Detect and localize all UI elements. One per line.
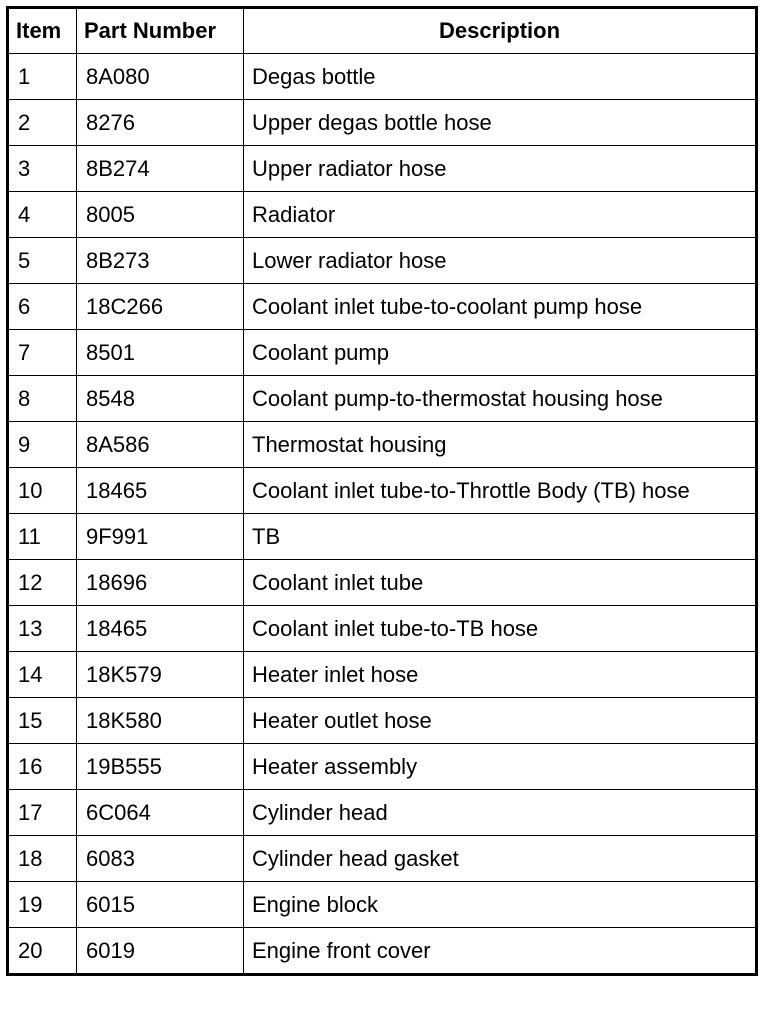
table-body xyxy=(8,54,757,975)
table-row xyxy=(8,652,757,698)
description-cell: Engine front cover xyxy=(244,928,757,975)
item-cell: 10 xyxy=(8,468,77,514)
item-cell: 17 xyxy=(8,790,77,836)
part-number-cell: 9F991 xyxy=(77,514,244,560)
part-number-cell: 8B274 xyxy=(77,146,244,192)
table-row xyxy=(8,146,757,192)
item-cell: 1 xyxy=(8,54,77,100)
table-row xyxy=(8,468,757,514)
description-column-header: Description xyxy=(244,8,757,54)
description-cell: TB xyxy=(244,514,757,560)
item-cell: 15 xyxy=(8,698,77,744)
table-row xyxy=(8,100,757,146)
table-row xyxy=(8,560,757,606)
table-row xyxy=(8,422,757,468)
parts-table xyxy=(6,6,758,976)
part-number-cell: 6083 xyxy=(77,836,244,882)
table-row xyxy=(8,54,757,100)
part-number-cell: 6C064 xyxy=(77,790,244,836)
description-cell: Heater outlet hose xyxy=(244,698,757,744)
item-cell: 7 xyxy=(8,330,77,376)
part-number-cell: 8A586 xyxy=(77,422,244,468)
table-row xyxy=(8,284,757,330)
item-cell: 19 xyxy=(8,882,77,928)
description-cell: Upper radiator hose xyxy=(244,146,757,192)
part-number-cell: 18465 xyxy=(77,606,244,652)
description-cell: Engine block xyxy=(244,882,757,928)
item-cell: 14 xyxy=(8,652,77,698)
item-cell: 13 xyxy=(8,606,77,652)
item-cell: 11 xyxy=(8,514,77,560)
part-number-cell: 6019 xyxy=(77,928,244,975)
description-cell: Radiator xyxy=(244,192,757,238)
table-row xyxy=(8,606,757,652)
description-cell: Coolant inlet tube-to-Throttle Body (TB) hose xyxy=(244,468,757,514)
part-number-cell: 18696 xyxy=(77,560,244,606)
description-cell: Cylinder head xyxy=(244,790,757,836)
table-row xyxy=(8,744,757,790)
part-number-cell: 8548 xyxy=(77,376,244,422)
part-number-cell: 19B555 xyxy=(77,744,244,790)
item-column-header: Item xyxy=(8,8,77,54)
description-cell: Lower radiator hose xyxy=(244,238,757,284)
table-row xyxy=(8,238,757,284)
part-number-cell: 8276 xyxy=(77,100,244,146)
part-number-cell: 8501 xyxy=(77,330,244,376)
description-cell: Thermostat housing xyxy=(244,422,757,468)
part-number-cell: 18465 xyxy=(77,468,244,514)
table-row xyxy=(8,882,757,928)
description-cell: Coolant pump xyxy=(244,330,757,376)
item-cell: 3 xyxy=(8,146,77,192)
description-cell: Coolant pump-to-thermostat housing hose xyxy=(244,376,757,422)
part-number-cell: 18K580 xyxy=(77,698,244,744)
table-row xyxy=(8,836,757,882)
description-cell: Coolant inlet tube xyxy=(244,560,757,606)
table-row xyxy=(8,928,757,975)
table-row xyxy=(8,192,757,238)
part-number-cell: 8A080 xyxy=(77,54,244,100)
part-number-column-header: Part Number xyxy=(77,8,244,54)
description-cell: Heater assembly xyxy=(244,744,757,790)
part-number-cell: 18K579 xyxy=(77,652,244,698)
item-cell: 18 xyxy=(8,836,77,882)
description-cell: Degas bottle xyxy=(244,54,757,100)
item-cell: 12 xyxy=(8,560,77,606)
description-cell: Cylinder head gasket xyxy=(244,836,757,882)
description-cell: Heater inlet hose xyxy=(244,652,757,698)
item-cell: 20 xyxy=(8,928,77,975)
table-row xyxy=(8,514,757,560)
part-number-cell: 8B273 xyxy=(77,238,244,284)
description-cell: Coolant inlet tube-to-TB hose xyxy=(244,606,757,652)
item-cell: 4 xyxy=(8,192,77,238)
table-header-row xyxy=(8,8,757,54)
table-row xyxy=(8,790,757,836)
table-row xyxy=(8,376,757,422)
part-number-cell: 18C266 xyxy=(77,284,244,330)
part-number-cell: 8005 xyxy=(77,192,244,238)
item-cell: 5 xyxy=(8,238,77,284)
item-cell: 16 xyxy=(8,744,77,790)
description-cell: Coolant inlet tube-to-coolant pump hose xyxy=(244,284,757,330)
item-cell: 2 xyxy=(8,100,77,146)
item-cell: 8 xyxy=(8,376,77,422)
description-cell: Upper degas bottle hose xyxy=(244,100,757,146)
item-cell: 6 xyxy=(8,284,77,330)
table-row xyxy=(8,330,757,376)
part-number-cell: 6015 xyxy=(77,882,244,928)
item-cell: 9 xyxy=(8,422,77,468)
table-row xyxy=(8,698,757,744)
